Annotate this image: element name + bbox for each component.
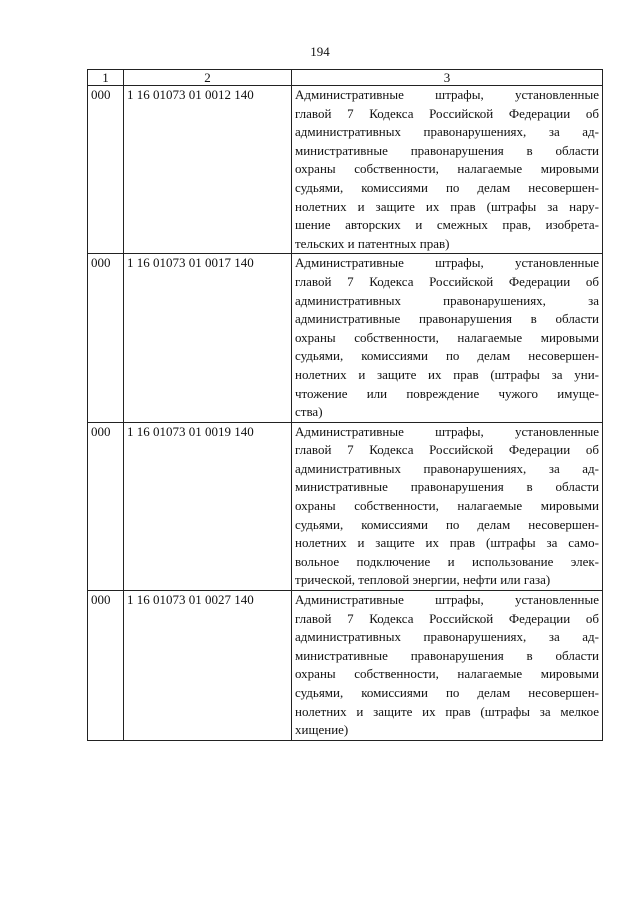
description-line: административные правонарушения в области: [295, 311, 599, 327]
description-line: главой 7 Кодекса Российской Федерации об: [295, 105, 599, 121]
description-cell: [292, 86, 603, 254]
description-line: министративные правонарушения в области: [295, 647, 599, 663]
budget-classification-code-cell: 1 16 01073 01 0019 140: [124, 422, 292, 590]
description-line: судьями, комиссиями по делам несовершен-: [295, 685, 599, 700]
description-line: вольное подключение и использование элек-: [295, 553, 599, 569]
table-row: [88, 86, 603, 254]
admin-code-cell: 000: [88, 254, 124, 422]
table-header-row: [88, 70, 603, 86]
description-line: министративные правонарушения в области: [295, 142, 599, 158]
description-line: административных правонарушениях, за ад-: [295, 124, 599, 140]
description-line: нолетних и защите их прав (штрафы за само-: [295, 535, 599, 551]
description-line: судьями, комиссиями по делам несовершен-: [295, 516, 599, 532]
column-header-1: 1: [88, 70, 124, 86]
description-line: главой 7 Кодекса Российской Федерации об: [295, 273, 599, 289]
budget-classification-code-cell: 1 16 01073 01 0027 140: [124, 591, 292, 741]
description-line: охраны собственности, налагаемые мировыми: [295, 666, 599, 682]
admin-code-cell: 000: [88, 591, 124, 741]
description-line: охраны собственности, налагаемые мировыми: [295, 498, 599, 514]
budget-classification-code-cell: 1 16 01073 01 0017 140: [124, 254, 292, 422]
description-line: тельских и патентных прав): [295, 235, 450, 251]
description-line: нолетних и защите их прав (штрафы за мелкое: [295, 703, 599, 719]
column-header-3: 3: [292, 70, 603, 86]
admin-code-cell: 000: [88, 422, 124, 590]
admin-code-cell: 000: [88, 86, 124, 254]
description-line: министративные правонарушения в области: [295, 479, 599, 495]
description-line: трической, тепловой энергии, нефти или газа): [295, 572, 551, 588]
description-line: административных правонарушениях, за ад-: [295, 629, 599, 645]
table-row: [88, 422, 603, 590]
description-line: главой 7 Кодекса Российской Федерации об: [295, 610, 599, 626]
table-row: [88, 254, 603, 422]
description-line: Административные штрафы, установленные: [295, 255, 599, 271]
description-line: Административные штрафы, установленные: [295, 87, 599, 102]
description-line: нолетних и защите их прав (штрафы за уни-: [295, 366, 599, 382]
page-number: 194: [310, 44, 330, 59]
description-line: охраны собственности, налагаемые мировыми: [295, 329, 599, 345]
description-line: Административные штрафы, установленные: [295, 592, 599, 608]
description-line: ства): [295, 404, 323, 420]
description-line: Административные штрафы, установленные: [295, 423, 599, 439]
column-header-2: 2: [124, 70, 292, 86]
description-cell: [292, 422, 603, 590]
description-cell: [292, 591, 603, 741]
description-line: административных правонарушениях, за ад-: [295, 460, 599, 476]
budget-codes-table: [87, 69, 603, 741]
description-line: судьями, комиссиями по делам несовершен-: [295, 348, 599, 364]
table-row: [88, 591, 603, 741]
description-line: административных правонарушениях, за: [295, 292, 599, 308]
description-line: шение авторских и смежных прав, изобрета-: [295, 217, 599, 233]
description-line: чтожение или повреждение чужого имуще-: [295, 385, 599, 401]
description-line: хищение): [295, 722, 349, 738]
description-cell: [292, 254, 603, 422]
description-line: судьями, комиссиями по делам несовершен-: [295, 179, 599, 195]
description-line: главой 7 Кодекса Российской Федерации об: [295, 442, 599, 458]
description-line: нолетних и защите их прав (штрафы за нару-: [295, 198, 599, 214]
description-line: охраны собственности, налагаемые мировыми: [295, 161, 599, 177]
budget-classification-code-cell: 1 16 01073 01 0012 140: [124, 86, 292, 254]
table-body: [88, 86, 603, 741]
